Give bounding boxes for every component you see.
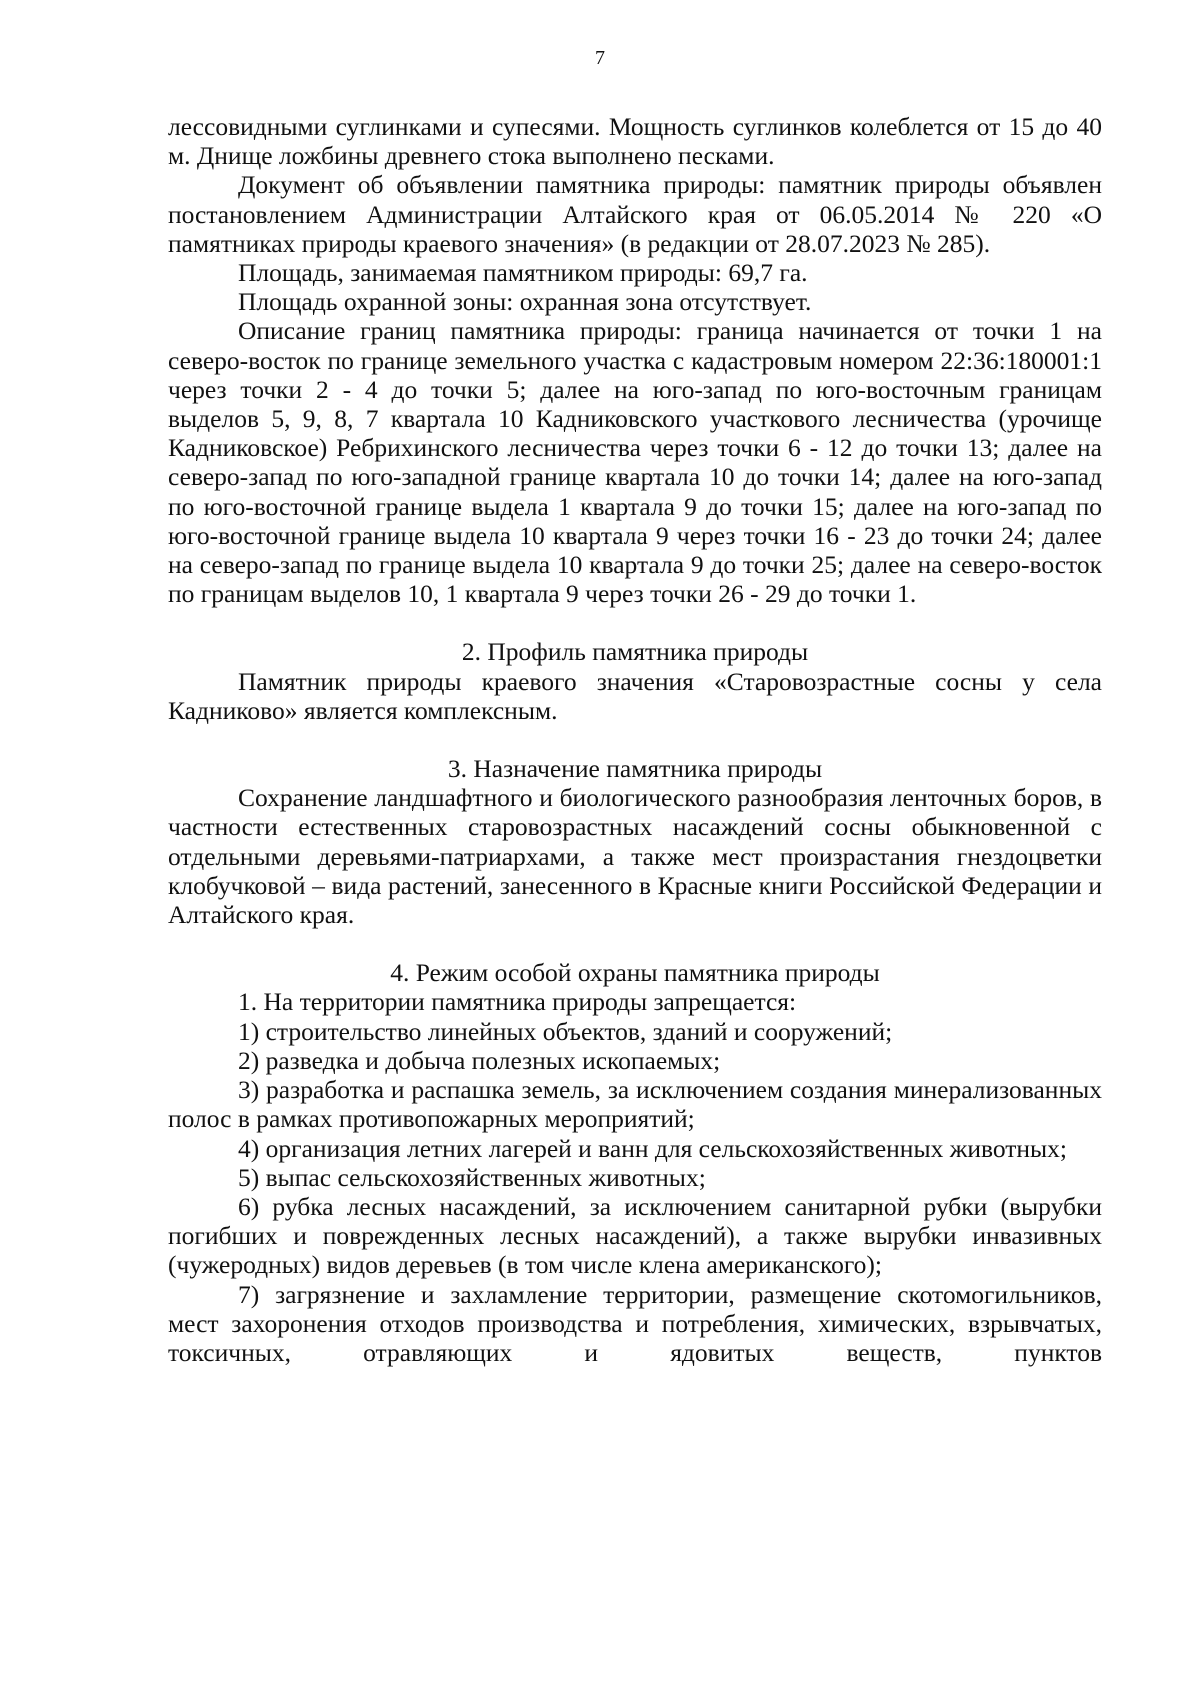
section-4-heading: 4. Режим особой охраны памятника природы (390, 958, 880, 988)
section-2-heading: 2. Профиль памятника природы (461, 637, 809, 667)
section-4-intro: 1. На территории памятника природы запрещается: (238, 987, 797, 1017)
document-body (168, 112, 1102, 1367)
paragraph-area: Площадь, занимаемая памятником природы: 69,7 га. (238, 258, 808, 288)
prohibition-item-2: 2) разведка и добыча полезных ископаемых; (238, 1045, 721, 1075)
paragraph-boundary-description: Описание границ памятника природы: граница начинается от точки 1 на северо-восток по границе земельного участка с кадастровым номером 22:36:180001:1 через точки 2 - 4 до точки 5; далее на юго-запад по юго-восточным границам выделов 5, 9, 8, 7 квартала 10 Кадниковского участкового лесничества (урочище Кадниковское) Ребрихинского лесничества через точки 6 - 12 до точки 13; далее на северо-запад по юго-западной границе квартала 10 до точки 14; далее на юго-запад по юго-восточной границе выдела 1 квартала 9 до точки 15; далее на юго-запад по юго-восточной границе выдела 10 квартала 9 через точки 16 - 23 до точки 24; далее на северо-запад по границе выдела 10 квартала 9 до точки 25; далее на северо-восток по границам выделов 10, 1 квартала 9 через точки 26 - 29 до точки 1. (168, 316, 1102, 609)
section-2-text: Памятник природы краевого значения «Старовозрастные сосны у села Кадниково» является комплексным. (168, 666, 1102, 725)
paragraph-soil-continuation: лессовидными суглинками и супесями. Мощность суглинков колеблется от 15 до 40 м. Днище ложбины древнего стока выполнено песками. (168, 112, 1102, 171)
paragraph-protection-zone: Площадь охранной зоны: охранная зона отсутствует. (238, 287, 812, 317)
prohibition-item-1: 1) строительство линейных объектов, зданий и сооружений; (238, 1016, 893, 1046)
section-3-text: Сохранение ландшафтного и биологического разнообразия ленточных боров, в частности естественных старовозрастных насаждений сосны обыкновенной с отдельными деревьями-патриархами, а также мест произрастания гнездоцветки клобучковой – вида растений, занесенного в Красные книги Российской Федерации и Алтайского края. (168, 783, 1102, 930)
prohibition-item-4: 4) организация летних лагерей и ванн для сельскохозяйственных животных; (238, 1133, 1067, 1163)
prohibition-item-3: 3) разработка и распашка земель, за исключением создания минерализованных полос в рамках противопожарных мероприятий; (168, 1075, 1102, 1134)
prohibition-item-7: 7) загрязнение и захламление территории, размещение скотомогильников, мест захоронения отходов производства и потребления, химических, взрывчатых, токсичных, отравляющих и ядовитых веществ, пунктов (168, 1279, 1102, 1367)
prohibition-item-5: 5) выпас сельскохозяйственных животных; (238, 1162, 706, 1192)
section-3-heading: 3. Назначение памятника природы (447, 754, 823, 784)
paragraph-declaration-document: Документ об объявлении памятника природы: памятник природы объявлен постановлением Администрации Алтайского края от 06.05.2014 № 220 «О памятниках природы краевого значения» (в редакции от 28.07.2023 № 285). (168, 170, 1102, 258)
prohibition-item-6: 6) рубка лесных насаждений, за исключением санитарной рубки (вырубки погибших и поврежденных лесных насаждений), а также вырубки инвазивных (чужеродных) видов деревьев (в том числе клена американского); (168, 1191, 1102, 1280)
page-number: 7 (595, 47, 605, 69)
